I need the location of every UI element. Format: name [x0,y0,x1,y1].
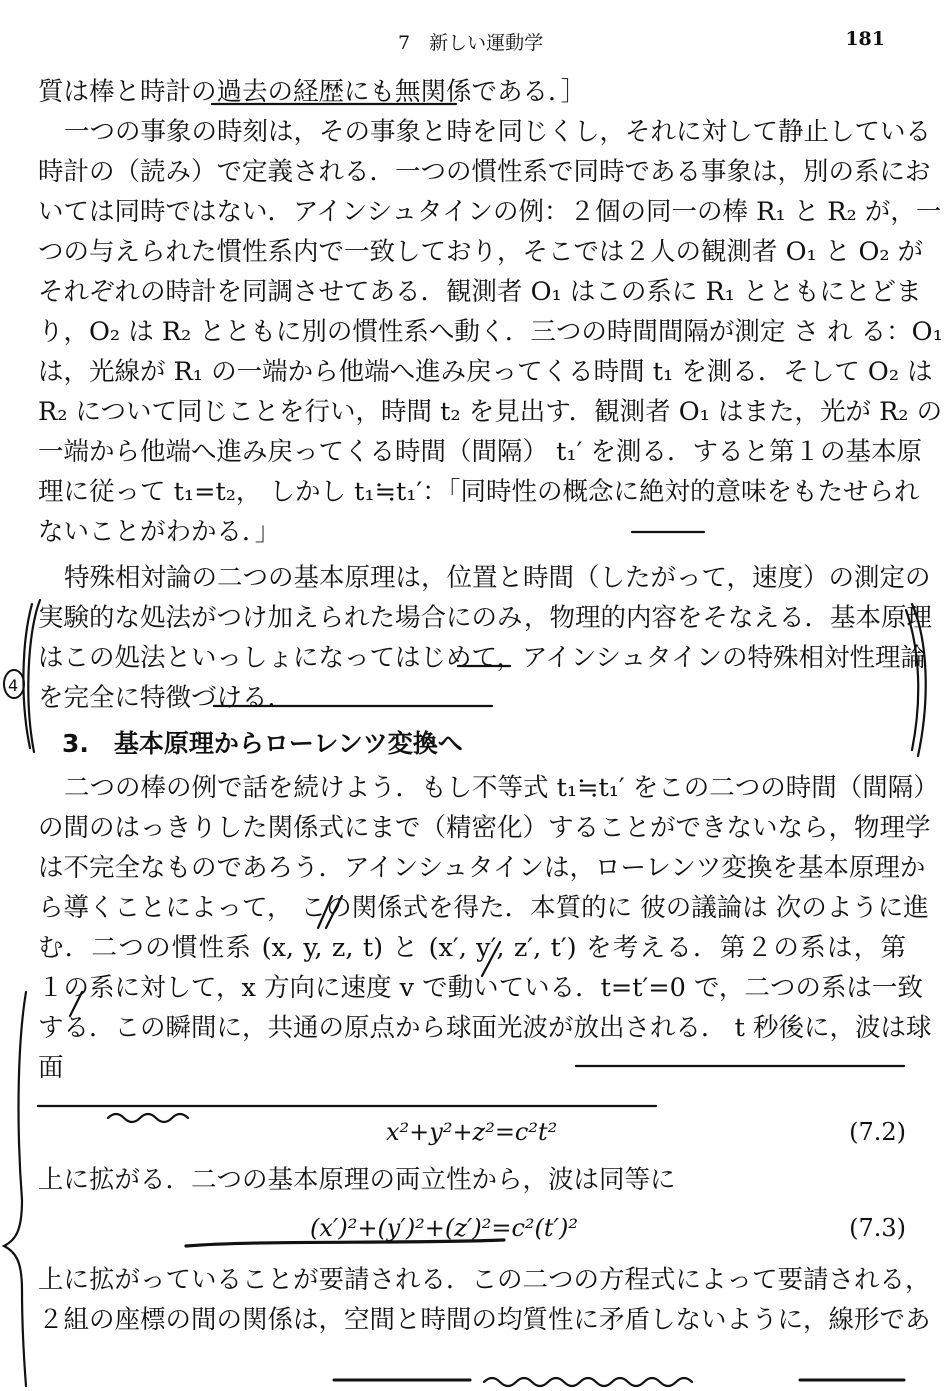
text-line: む．二つの慣性系 (x, y, z, t) と (x′, y′, z′, t′) を考える．第２の系は，第 [38,933,906,963]
text-line: ら導くことによって， この関係式を得た．本質的に 彼の議論は 次のように進 [38,893,929,923]
chapter-title: 7 新しい運動学 [398,32,544,54]
text-line: は，光線が R₁ の一端から他端へ進み戻ってくる時間 t₁ を測る．そして O₂ は [38,357,933,387]
text-line: を完全に特徴づける． [38,683,294,713]
text-line: 上に拡がっていることが要請される．この二つの方程式によって要請される， [38,1265,931,1295]
text-line: 質は棒と時計の過去の経歴にも無関係である．］ [38,77,587,107]
bracket-mark [23,604,32,748]
text-line: R₂ について同じことを行い，時間 t₂ を見出す．観測者 O₁ はまた，光が R₂ の [38,397,943,427]
equation-number: (7.2) [849,1118,906,1146]
text-line: 二つの棒の例で話を続けよう．もし不等式 t₁≒t₁′ をこの二つの時間（間隔） [64,773,939,803]
text-line: 上に拡がる．二つの基本原理の両立性から，波は同等に [38,1165,676,1195]
section-heading: 3. 基本原理からローレンツ変換へ [62,729,463,758]
equation-7-2: x²+y²+z²=c²t² [386,1118,558,1146]
page-number: 181 [845,28,885,50]
text-line: 理に従って t₁=t₂， しかし t₁≒t₁′：「同時性の概念に絶対的意味をもたせられ [38,477,920,507]
text-line: 特殊相対論の二つの基本原理は，位置と時間（したがって，速度）の測定の [64,563,931,593]
text-line: １の系に対して，x 方向に速度 v で動いている．t=t′=0 で，二つの系は一致 [38,973,923,1003]
margin-note-number: 4 [8,676,19,695]
text-line: 時計の（読み）で定義される．一つの慣性系で同時である事象は，別の系にお [38,157,931,187]
wavy-underline-mark [108,1114,188,1122]
text-line: 一端から他端へ進み戻ってくる時間（間隔） t₁′ を測る．すると第１の基本原 [38,437,922,467]
text-line: いては同時ではない．アインシュタインの例：２個の同一の棒 R₁ と R₂ が，一 [38,197,942,227]
text-line: は不完全なものであろう．アインシュタインは，ローレンツ変換を基本原理か [38,853,926,883]
text-line: の間のはっきりした関係式にまで（精密化）することができないなら，物理学 [38,813,931,843]
text-line: それぞれの時計を同調させてある．観測者 O₁ はこの系に R₁ とともにとどま [38,277,922,307]
brace-mark [4,992,26,1386]
text-line: 一つの事象の時刻は，その事象と時を同じくし，それに対して静止している [64,117,932,147]
running-header [0,26,945,56]
text-line: 面 [38,1053,64,1083]
text-line: ２組の座標の間の関係は，空間と時間の均質性に矛盾しないように，線形であ [38,1305,931,1335]
text-line: ないことがわかる．」 [38,517,281,547]
text-line: り，O₂ は R₂ とともに別の慣性系へ動く．三つの時間間隔が測定 さ れ る：O₁ [38,317,943,347]
text-line: する．この瞬間に，共通の原点から球面光波が放出される． t 秒後に，波は球 [38,1013,932,1043]
equation-7-3: (x′)²+(y′)²+(z′)²=c²(t′)² [310,1214,578,1242]
text-line: つの与えられた慣性系内で一致しており，そこでは２人の観測者 O₁ と O₂ が [38,237,924,267]
text-line: 実験的な処法がつけ加えられた場合にのみ，物理的内容をそなえる．基本原理 [38,603,933,633]
wavy-underline-mark [484,1378,692,1386]
text-line: はこの処法といっしょになってはじめて，アインシュタインの特殊相対性理論 [38,643,927,673]
equation-number: (7.3) [849,1214,906,1242]
margin-note [4,670,24,698]
